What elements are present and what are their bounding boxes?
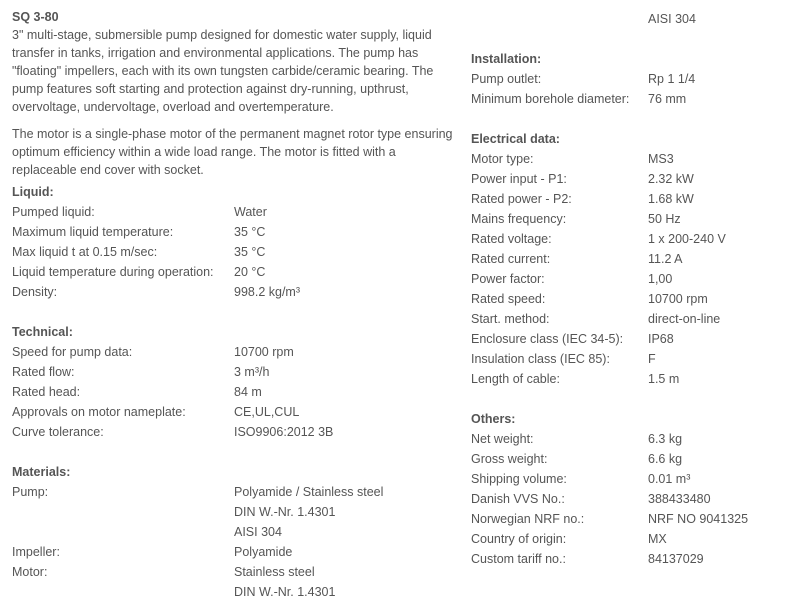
spec-row-motor-material <box>12 562 460 602</box>
spec-value: 20 °C <box>234 265 266 279</box>
spec-label: Liquid temperature during operation: <box>12 265 214 279</box>
spec-label: Power factor: <box>471 272 545 286</box>
spec-row-insulation-class <box>471 349 801 369</box>
spec-row-motor-type <box>471 149 801 169</box>
technical-section-title: Technical: <box>12 325 73 339</box>
spec-value: 6.6 kg <box>648 452 683 466</box>
spec-row-rated-power <box>471 189 801 209</box>
spec-value: direct-on-line <box>648 312 721 326</box>
spec-value-line: Stainless steel <box>234 565 315 579</box>
spec-label: Speed for pump data: <box>12 345 133 359</box>
spec-label: Motor type: <box>471 152 534 166</box>
liquid-section-title: Liquid: <box>12 185 54 199</box>
spec-value: MX <box>648 532 667 546</box>
left-column <box>12 8 460 602</box>
spec-row-max-liquid-temp <box>12 222 460 242</box>
spec-label: Norwegian NRF no.: <box>471 512 585 526</box>
spec-row-start-method <box>471 309 801 329</box>
spec-label: Curve tolerance: <box>12 425 104 439</box>
spec-label: Country of origin: <box>471 532 567 546</box>
spec-label: Rated flow: <box>12 365 75 379</box>
spec-value: Polyamide <box>234 545 293 559</box>
spec-label: Rated speed: <box>471 292 546 306</box>
spec-value: 35 °C <box>234 225 266 239</box>
spec-value: 388433480 <box>648 492 711 506</box>
spec-row-rated-head <box>12 382 460 402</box>
spec-row-approvals <box>12 402 460 422</box>
spec-row-max-liquid-t-flow <box>12 242 460 262</box>
spec-label: Pumped liquid: <box>12 205 95 219</box>
spec-value: 6.3 kg <box>648 432 683 446</box>
spec-value: 35 °C <box>234 245 266 259</box>
spec-row-enclosure-class <box>471 329 801 349</box>
spec-value-line: AISI 304 <box>234 525 282 539</box>
spec-value: 76 mm <box>648 92 687 106</box>
spec-value <box>234 562 460 602</box>
spec-row-custom-tariff <box>471 549 801 569</box>
spec-value: ISO9906:2012 3B <box>234 425 334 439</box>
spec-row-rated-voltage <box>471 229 801 249</box>
spec-row-liquid-temp-operation <box>12 262 460 282</box>
motor-description: The motor is a single-phase motor of the permanent magnet rotor type ensuring optimum efficiency within a wide load range. The motor is fitted with a replaceable end cover with socket. <box>12 127 453 177</box>
spec-label: Minimum borehole diameter: <box>471 92 630 106</box>
right-column <box>471 9 801 569</box>
spec-label: Insulation class (IEC 85): <box>471 352 610 366</box>
spec-label: Pump outlet: <box>471 72 542 86</box>
spec-row-rated-speed <box>471 289 801 309</box>
spec-label: Pump: <box>12 485 49 499</box>
spec-row-impeller-material <box>12 542 460 562</box>
spec-value: MS3 <box>648 152 674 166</box>
spec-row-rated-flow <box>12 362 460 382</box>
spec-value: 0.01 m³ <box>648 472 691 486</box>
spec-value: 998.2 kg/m³ <box>234 285 301 299</box>
product-description: 3" multi-stage, submersible pump designed for domestic water supply, liquid transfer in tanks, irrigation and environmental applications. The pump has "floating" impellers, each with its own tungsten carbide/ceramic bearing. The pump features soft starting and protection against dry-running, upthrust, overvoltage, undervoltage, overload and overtemperature. <box>12 28 434 114</box>
spec-row-cable-length <box>471 369 801 389</box>
spec-label: Length of cable: <box>471 372 560 386</box>
spec-value: 1 x 200-240 V <box>648 232 726 246</box>
spec-value <box>234 482 460 542</box>
spec-value: 10700 rpm <box>648 292 708 306</box>
spec-value-line: Polyamide / Stainless steel <box>234 485 384 499</box>
spec-row-pump-material <box>12 482 460 542</box>
spec-label: Shipping volume: <box>471 472 567 486</box>
installation-section-title: Installation: <box>471 52 542 66</box>
spec-label: Rated voltage: <box>471 232 552 246</box>
spec-row-net-weight <box>471 429 801 449</box>
others-section-title: Others: <box>471 412 516 426</box>
spec-label: Maximum liquid temperature: <box>12 225 174 239</box>
spec-label: Approvals on motor nameplate: <box>12 405 186 419</box>
spec-row-country-of-origin <box>471 529 801 549</box>
spec-label: Motor: <box>12 565 48 579</box>
spec-value: 84137029 <box>648 552 704 566</box>
spec-row-speed <box>12 342 460 362</box>
spec-label: Custom tariff no.: <box>471 552 566 566</box>
spec-value: Rp 1 1/4 <box>648 72 696 86</box>
spec-row-power-factor <box>471 269 801 289</box>
spec-label: Gross weight: <box>471 452 548 466</box>
spec-row-gross-weight <box>471 449 801 469</box>
spec-value: 1.5 m <box>648 372 680 386</box>
spec-label: Danish VVS No.: <box>471 492 565 506</box>
spec-row-min-borehole <box>471 89 801 109</box>
spec-row-rated-current <box>471 249 801 269</box>
spec-row-curve-tolerance <box>12 422 460 442</box>
spec-row-motor-material-continued <box>471 9 801 29</box>
spec-label: Net weight: <box>471 432 534 446</box>
spec-value: 10700 rpm <box>234 345 294 359</box>
spec-label: Start. method: <box>471 312 550 326</box>
spec-value: 11.2 A <box>648 252 683 266</box>
spec-label: Density: <box>12 285 58 299</box>
spec-label: Rated current: <box>471 252 551 266</box>
spec-label: Rated power - P2: <box>471 192 572 206</box>
materials-section-title: Materials: <box>12 465 71 479</box>
spec-value: 3 m³/h <box>234 365 270 379</box>
spec-row-pumped-liquid <box>12 202 460 222</box>
spec-row-pump-outlet <box>471 69 801 89</box>
spec-label: Mains frequency: <box>471 212 567 226</box>
spec-row-mains-frequency <box>471 209 801 229</box>
spec-label: Enclosure class (IEC 34-5): <box>471 332 624 346</box>
spec-row-norwegian-nrf <box>471 509 801 529</box>
spec-value: NRF NO 9041325 <box>648 512 749 526</box>
spec-row-danish-vvs <box>471 489 801 509</box>
spec-value: 1,00 <box>648 272 673 286</box>
spec-label: Max liquid t at 0.15 m/sec: <box>12 245 158 259</box>
spec-row-power-input <box>471 169 801 189</box>
spec-label: Power input - P1: <box>471 172 567 186</box>
spec-value: 84 m <box>234 385 262 399</box>
spec-value: CE,UL,CUL <box>234 405 300 419</box>
spec-value: AISI 304 <box>648 12 696 26</box>
product-title: SQ 3-80 <box>12 10 59 24</box>
spec-value: 2.32 kW <box>648 172 694 186</box>
spec-row-shipping-volume <box>471 469 801 489</box>
electrical-section-title: Electrical data: <box>471 132 560 146</box>
spec-value: 1.68 kW <box>648 192 694 206</box>
spec-value: Water <box>234 205 267 219</box>
spec-label: Impeller: <box>12 545 60 559</box>
spec-label: Rated head: <box>12 385 81 399</box>
spec-value: IP68 <box>648 332 674 346</box>
spec-value: 50 Hz <box>648 212 681 226</box>
spec-value-line: DIN W.-Nr. 1.4301 <box>234 585 336 599</box>
spec-value-line: DIN W.-Nr. 1.4301 <box>234 505 336 519</box>
spec-row-density <box>12 282 460 302</box>
spec-value: F <box>648 352 656 366</box>
